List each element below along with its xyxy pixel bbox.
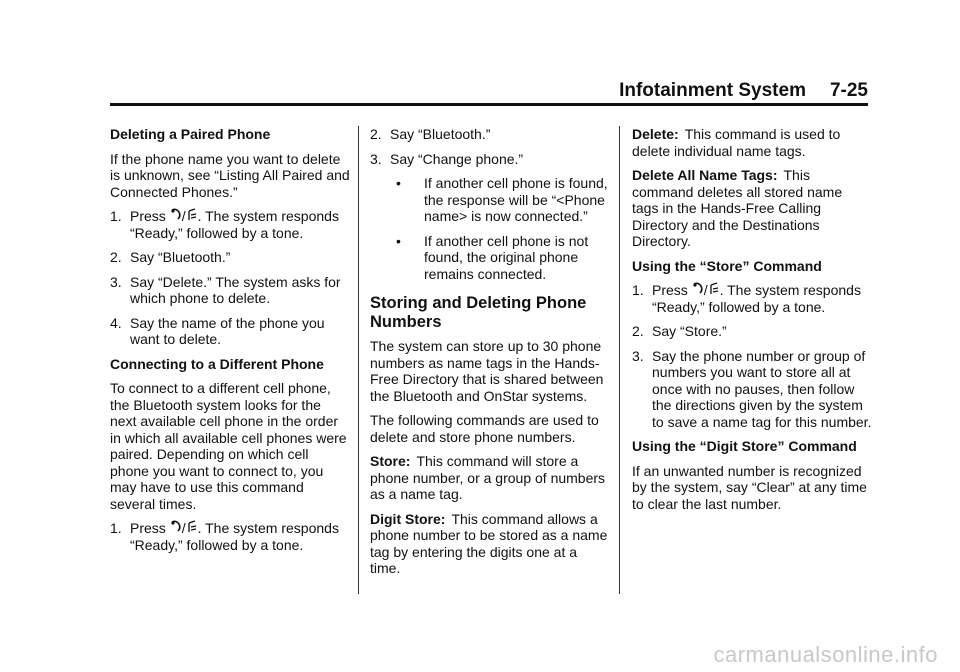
column-2 bbox=[370, 126, 610, 585]
heading-digit-store-command: Using the “Digit Store” Command bbox=[632, 438, 857, 454]
push-to-talk-icon bbox=[170, 520, 182, 533]
store-step-1: 1. Press / . The system responds “Ready,” followed by a tone. bbox=[632, 282, 861, 315]
heading-connecting-different-phone: Connecting to a Different Phone bbox=[110, 355, 324, 372]
heading-deleting-paired-phone: Deleting a Paired Phone bbox=[110, 126, 271, 142]
paragraph-digit-clear: If an unwanted number is recognized by the system, say “Clear” at any time to clear the last number. bbox=[632, 462, 867, 512]
store-step-3: 3. Say the phone number or group of numbers you want to store all at once with no pauses, then follow the directions given by the system to save a name tag for this number. bbox=[632, 347, 872, 430]
term-delete-all: Delete All Name Tags: bbox=[632, 167, 778, 183]
term-digit-store: Digit Store: bbox=[370, 510, 446, 527]
connect-step-3: 3. Say “Change phone.” bbox=[370, 150, 524, 167]
heading-storing-deleting-numbers: Storing and Deleting Phone Numbers bbox=[370, 294, 587, 331]
column-3 bbox=[632, 126, 872, 520]
bullet-phone-not-found: • If another cell phone is not found, the original phone remains connected. bbox=[396, 232, 589, 282]
paragraph-store-intro: The system can store up to 30 phone numbers as name tags in the Hands-Free Directory that is shared between the Bluetooth and OnStar systems. bbox=[370, 338, 604, 404]
delete-step-1: 1. Press / . The system responds “Ready,” followed by a tone. bbox=[110, 208, 339, 241]
definition-store: Store: This command will store a phone number, or a group of numbers as a name tag. bbox=[370, 453, 606, 502]
paragraph-commands-intro: The following commands are used to delete and store phone numbers. bbox=[370, 412, 599, 445]
term-delete: Delete: bbox=[632, 126, 679, 142]
definition-delete: Delete: This command is used to delete individual name tags. bbox=[632, 126, 841, 159]
onstar-talk-icon bbox=[186, 520, 198, 533]
connect-step-2: 2. Say “Bluetooth.” bbox=[370, 126, 491, 142]
term-store: Store: bbox=[370, 453, 411, 469]
delete-step-3: 3. Say “Delete.” The system asks for which phone to delete. bbox=[110, 273, 341, 306]
paragraph-connect-intro: To connect to a different cell phone, the Bluetooth system looks for the next available cell phone in the order in which all available cell phones were paired. Depending on which cell phone you want to connect to, you may have to use this command several times. bbox=[110, 380, 347, 512]
page-number: 7-25 bbox=[829, 80, 868, 101]
heading-store-command: Using the “Store” Command bbox=[632, 257, 822, 274]
onstar-talk-icon bbox=[708, 282, 720, 295]
page-header bbox=[619, 80, 868, 102]
delete-step-2: 2. Say “Bluetooth.” bbox=[110, 249, 231, 265]
store-step-2: 2. Say “Store.” bbox=[632, 323, 727, 339]
watermark: carmanualsonline.info bbox=[713, 642, 938, 667]
column-divider-2 bbox=[619, 126, 620, 594]
delete-step-4: 4. Say the name of the phone you want to delete. bbox=[110, 314, 325, 347]
push-to-talk-icon bbox=[170, 208, 182, 221]
bullet-icon: • bbox=[396, 175, 401, 191]
bullet-icon: • bbox=[396, 232, 401, 249]
definition-digit-store: Digit Store: This command allows a phone number to be stored as a name tag by entering the digits one at a time. bbox=[370, 510, 608, 576]
header-rule bbox=[110, 103, 868, 106]
onstar-talk-icon bbox=[186, 208, 198, 221]
column-1 bbox=[110, 126, 350, 561]
connect-step-1: 1. Press / . The system responds “Ready,” followed by a tone. bbox=[110, 520, 339, 553]
column-divider-1 bbox=[358, 126, 359, 594]
paragraph-delete-intro: If the phone name you want to delete is unknown, see “Listing All Paired and Connected Phones.” bbox=[110, 150, 350, 200]
bullet-phone-found: • If another cell phone is found, the response will be “<Phone name> is now connected.” bbox=[396, 175, 608, 224]
section-title: Infotainment System bbox=[619, 80, 806, 101]
definition-delete-all: Delete All Name Tags: This command deletes all stored name tags in the Hands-Free Calling Directory and the Destinations Directory. bbox=[632, 167, 843, 249]
push-to-talk-icon bbox=[692, 282, 704, 295]
